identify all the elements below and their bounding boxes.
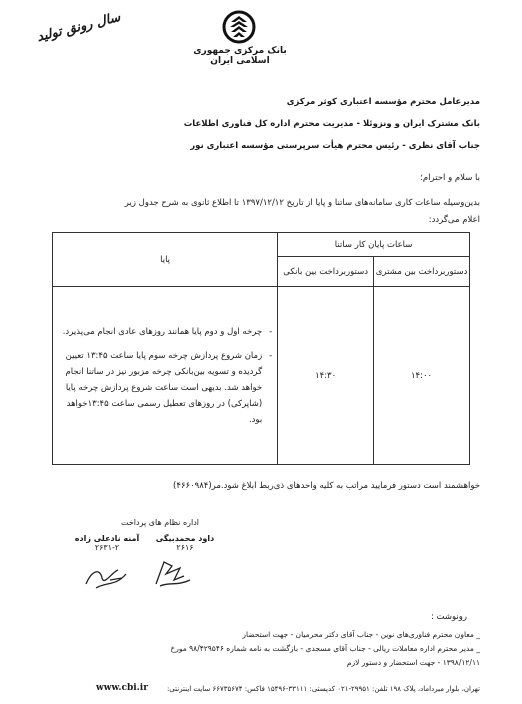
- footer-website: www.cbi.ir: [96, 683, 148, 693]
- copies-title: رونوشت :: [430, 612, 467, 622]
- copy-line-1: _ معاون محترم فناوری‌های نوین - جناب آقای دکتر محرمیان - جهت استحضار: [242, 630, 480, 639]
- body-line-1: بدین‌وسیله ساعات کاری سامانه‌های ساتنا و پایا از تاریخ ۱۳۹۷/۱۲/۱۲ تا اطلاع ثانوی به شرح جدول زیر: [124, 198, 480, 208]
- satna-customer-header: دستوربرداخت بین مشتری: [374, 257, 470, 287]
- schedule-table: [52, 232, 470, 465]
- bank-logo-icon: [222, 10, 256, 44]
- paya-item-2: - زمان شروع پردازش چرخه سوم پایا ساعت ۱۳:۴۵ تعیین گردیده و تسویه بین‌بانکی چرخه مزبور نیز در ساتنا انجام خواهد شد. بدیهی است ساعت شروع پردازش چرخه پایا (شاپرکی) در روزهای تعطیل رسمی ساعت ۱۳:۴۵خواهد بود.: [60, 348, 262, 428]
- footer-address: تهران، بلوار میرداماد، پلاک ۱۹۸ تلفن: ۲۹۹۵۱-۰۲۱ کدپستی: ۳۳۱۱۱-۱۵۴۹۶ فاکس: ۶۶۷۳۵۶۷۴ سایت اینترنتی:: [166, 685, 480, 693]
- signature-2-scribble: [82, 562, 130, 592]
- bank-name: بانک مرکزی جمهوری اسلامی ایران: [193, 46, 287, 66]
- signer-2-name: آمنه نادعلی زاده: [74, 534, 140, 543]
- paya-item-1: - چرخه اول و دوم پایا همانند روزهای عادی انجام می‌پذیرد.: [60, 324, 262, 340]
- signer-2: [62, 534, 152, 552]
- signer-1-code: ۲۶۱۶: [176, 543, 194, 552]
- copy-line-2: _ مدیر محترم اداره معاملات ریالی - جناب آقای مسجدی - بازگشت به نامه شماره ۹۸/۴۲۹۵۴۶ مورخ: [170, 644, 480, 653]
- signer-1-name: داود محمدبیگی: [155, 534, 215, 543]
- recipient-line-1: مدیرعامل محترم مؤسسه اعتباری کوثر مرکزی: [286, 97, 480, 107]
- satna-header: ساعات پایان کار ساتنا: [278, 233, 470, 257]
- greeting: با سلام و احترام؛: [420, 173, 480, 183]
- signer-1: [140, 534, 230, 552]
- signer-2-code: ۲۶۳۱-۲: [94, 543, 120, 552]
- signature-1-scribble: [150, 556, 194, 590]
- recipient-line-3: جناب آقای نظری - رئیس محترم هیأت سرپرستی مؤسسه اعتباری نور: [190, 141, 480, 151]
- satna-interbank-header: دستوربرداخت بین بانکی: [278, 257, 374, 287]
- paya-header: پایا: [53, 233, 278, 287]
- recipient-line-2: بانک مشترک ایران و ونزوئلا - مدیریت محترم اداره کل فناوری اطلاعات: [183, 119, 480, 129]
- slogan: سال رونق تولید: [35, 9, 122, 46]
- satna-customer-value: ۱۴:۰۰: [374, 287, 470, 465]
- closing-request: خواهشمند است دستور فرمایید مراتب به کلیه واحدهای ذی‌ربط ابلاغ شود.مر(۴۶۶۰۹۸۴): [173, 481, 480, 491]
- signature-department: اداره نظام های پرداخت: [120, 518, 199, 527]
- paya-cell: [53, 287, 278, 465]
- body-line-2: اعلام می‌گردد:: [428, 215, 480, 225]
- copy-line-3: ۱۳۹۸/۱۲/۱۱ - جهت استحضار و دستور لازم: [346, 658, 480, 667]
- satna-interbank-value: ۱۴:۳۰: [278, 287, 374, 465]
